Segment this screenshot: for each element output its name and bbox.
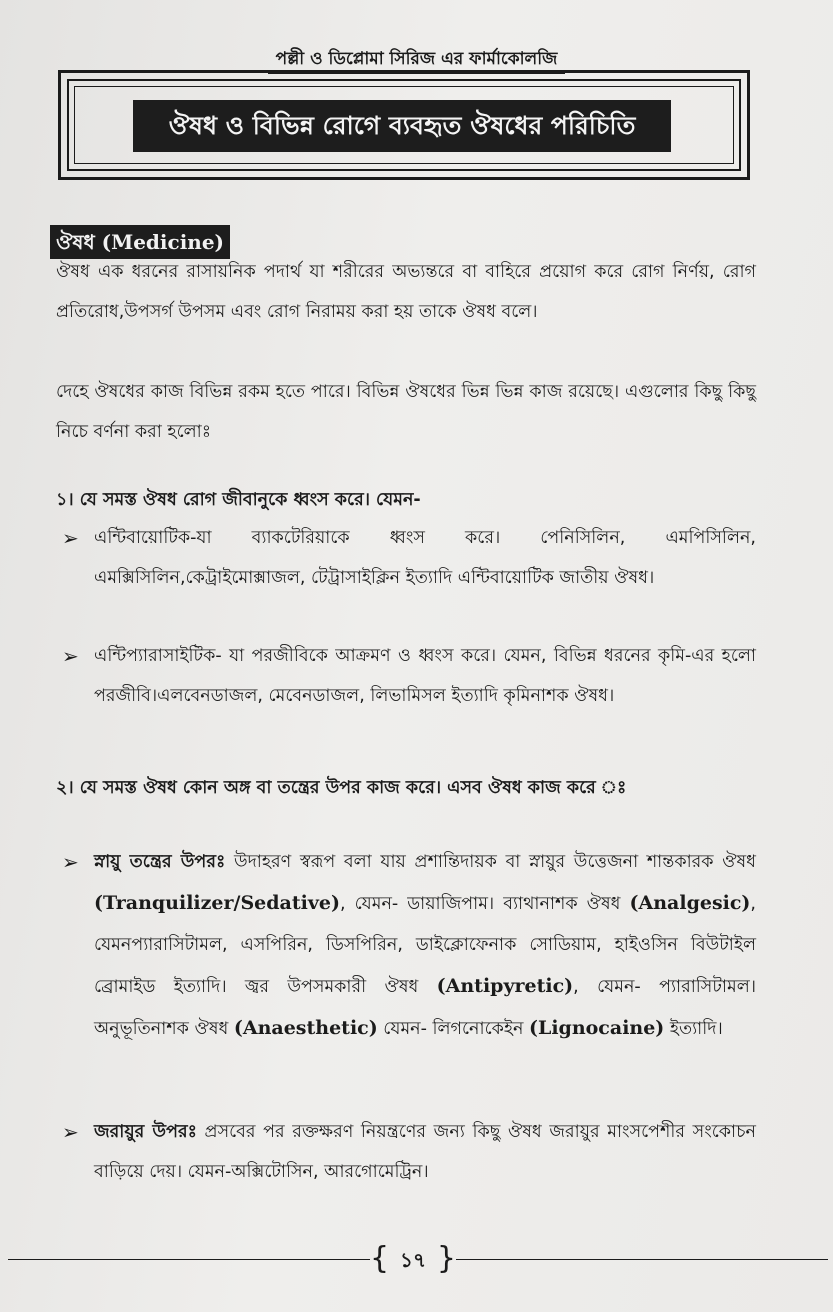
page-number-text: ১৭: [400, 1248, 426, 1272]
item1-heading: ১। যে সমস্ত ঔষধ রোগ জীবানুকে ধ্বংস করে। যেমন-: [56, 490, 421, 510]
english-term: (Lignocaine): [528, 1017, 665, 1039]
bullet-antibiotic: [62, 518, 756, 598]
section-heading: ঔষধ (Medicine): [50, 225, 230, 259]
bullet-antiparasitic-text: এন্টিপ্যারাসাইটিক- যা পরজীবিকে আক্রমণ ও ধ্বংস করে। যেমন, বিভিন্ন ধরনের কৃমি-এর হলো পরজীবি।এলবেনডাজল, মেবেনডাজল, লিভামিসল ইত্যাদি কৃমিনাশক ঔষধ।: [94, 646, 756, 706]
text-segment: উদাহরণ স্বরূপ বলা যায় প্রশান্তিদায়ক বা স্নায়ুর উত্তেজনা শান্তকারক ঔষধ: [225, 852, 756, 872]
left-brace-icon: {: [370, 1241, 390, 1276]
page-number: [368, 1240, 458, 1280]
text-segment: প্রসবের পর রক্তক্ষরণ নিয়ন্ত্রণের জন্য কিছু ঔষধ জরায়ুর মাংসপেশীর সংকোচন বাড়িয়ে দেয়। যেমন-অক্সিটোসিন, আরগোমেট্রিন।: [94, 1122, 756, 1182]
item2-heading: ২। যে সমস্ত ঔষধ কোন অঙ্গ বা তন্ত্রের উপর কাজ করে। এসব ঔষধ কাজ করে ঃ: [56, 778, 627, 798]
text-segment: , যেমনপ্যারাসিটামল, এসপিরিন, ডিসপিরিন, ডাইক্লোফেনাক সোডিয়াম, হাইওসিন বিউটাইল ব্রোমাইড ইত্যাদি। জ্বর উপসমকারী ঔষধ: [94, 894, 756, 997]
english-term: (Tranquilizer/Sedative): [94, 892, 340, 914]
arrow-bullet-icon: ➢: [62, 644, 79, 668]
right-brace-icon: }: [436, 1241, 456, 1276]
chapter-title: ঔষধ ও বিভিন্ন রোগে ব্যবহৃত ঔষধের পরিচিতি: [133, 100, 671, 152]
bullet-nervous-system: [62, 842, 756, 1050]
text-segment: , যেমন- প্যারাসিটামল। অনুভূতিনাশক ঔষধ: [94, 977, 756, 1039]
bullet-nervous-system-text: [94, 842, 756, 1050]
english-term: (Analgesic): [629, 892, 751, 914]
bullet-uterus: [62, 1112, 756, 1192]
bullet-lead: জরায়ুর উপরঃ: [94, 1122, 197, 1142]
bullet-lead: স্নায়ু তন্ত্রের উপরঃ: [94, 852, 226, 872]
arrow-bullet-icon: ➢: [62, 850, 79, 874]
text-segment: যেমন- লিগনোকেইন: [377, 1019, 529, 1039]
arrow-bullet-icon: ➢: [62, 1120, 79, 1144]
footer-rule-left: [8, 1259, 370, 1260]
footer-rule-right: [456, 1259, 828, 1260]
text-segment: , যেমন- ডায়াজিপাম। ব্যাথানাশক ঔষধ: [339, 894, 630, 914]
english-term: (Anaesthetic): [233, 1017, 378, 1039]
paragraph-intro: দেহে ঔষধের কাজ বিভিন্ন রকম হতে পারে। বিভিন্ন ঔষধের ভিন্ন ভিন্ন কাজ রয়েছে। এগুলোর কিছু কিছু নিচে বর্ণনা করা হলোঃ: [56, 382, 756, 442]
paragraph-definition: ঔষধ এক ধরনের রাসায়নিক পদার্থ যা শরীরের অভ্যন্তরে বা বাহিরে প্রয়োগ করে রোগ নির্ণয়, রোগ প্রতিরোধ,উপসর্গ উপসম এবং রোগ নিরাময় করা হয় তাকে ঔষধ বলে।: [56, 262, 756, 322]
bullet-uterus-text: [94, 1112, 756, 1192]
bullet-antibiotic-text: এন্টিবায়োটিক-যা ব্যাকটেরিয়াকে ধ্বংস করে। পেনিসিলিন, এমপিসিলিন, এমক্সিসিলিন,কেট্রাইমোক্সাজল, টেট্রাসাইক্লিন ইত্যাদি এন্টিবায়োটিক জাতীয় ঔষধ।: [94, 528, 756, 588]
running-head-text: পল্লী ও ডিপ্লোমা সিরিজ এর ফার্মাকোলজি: [268, 49, 566, 74]
english-term: (Antipyretic): [436, 975, 574, 997]
text-segment: ইত্যাদি।: [664, 1019, 723, 1039]
bullet-antiparasitic: [62, 636, 756, 716]
arrow-bullet-icon: ➢: [62, 526, 79, 550]
